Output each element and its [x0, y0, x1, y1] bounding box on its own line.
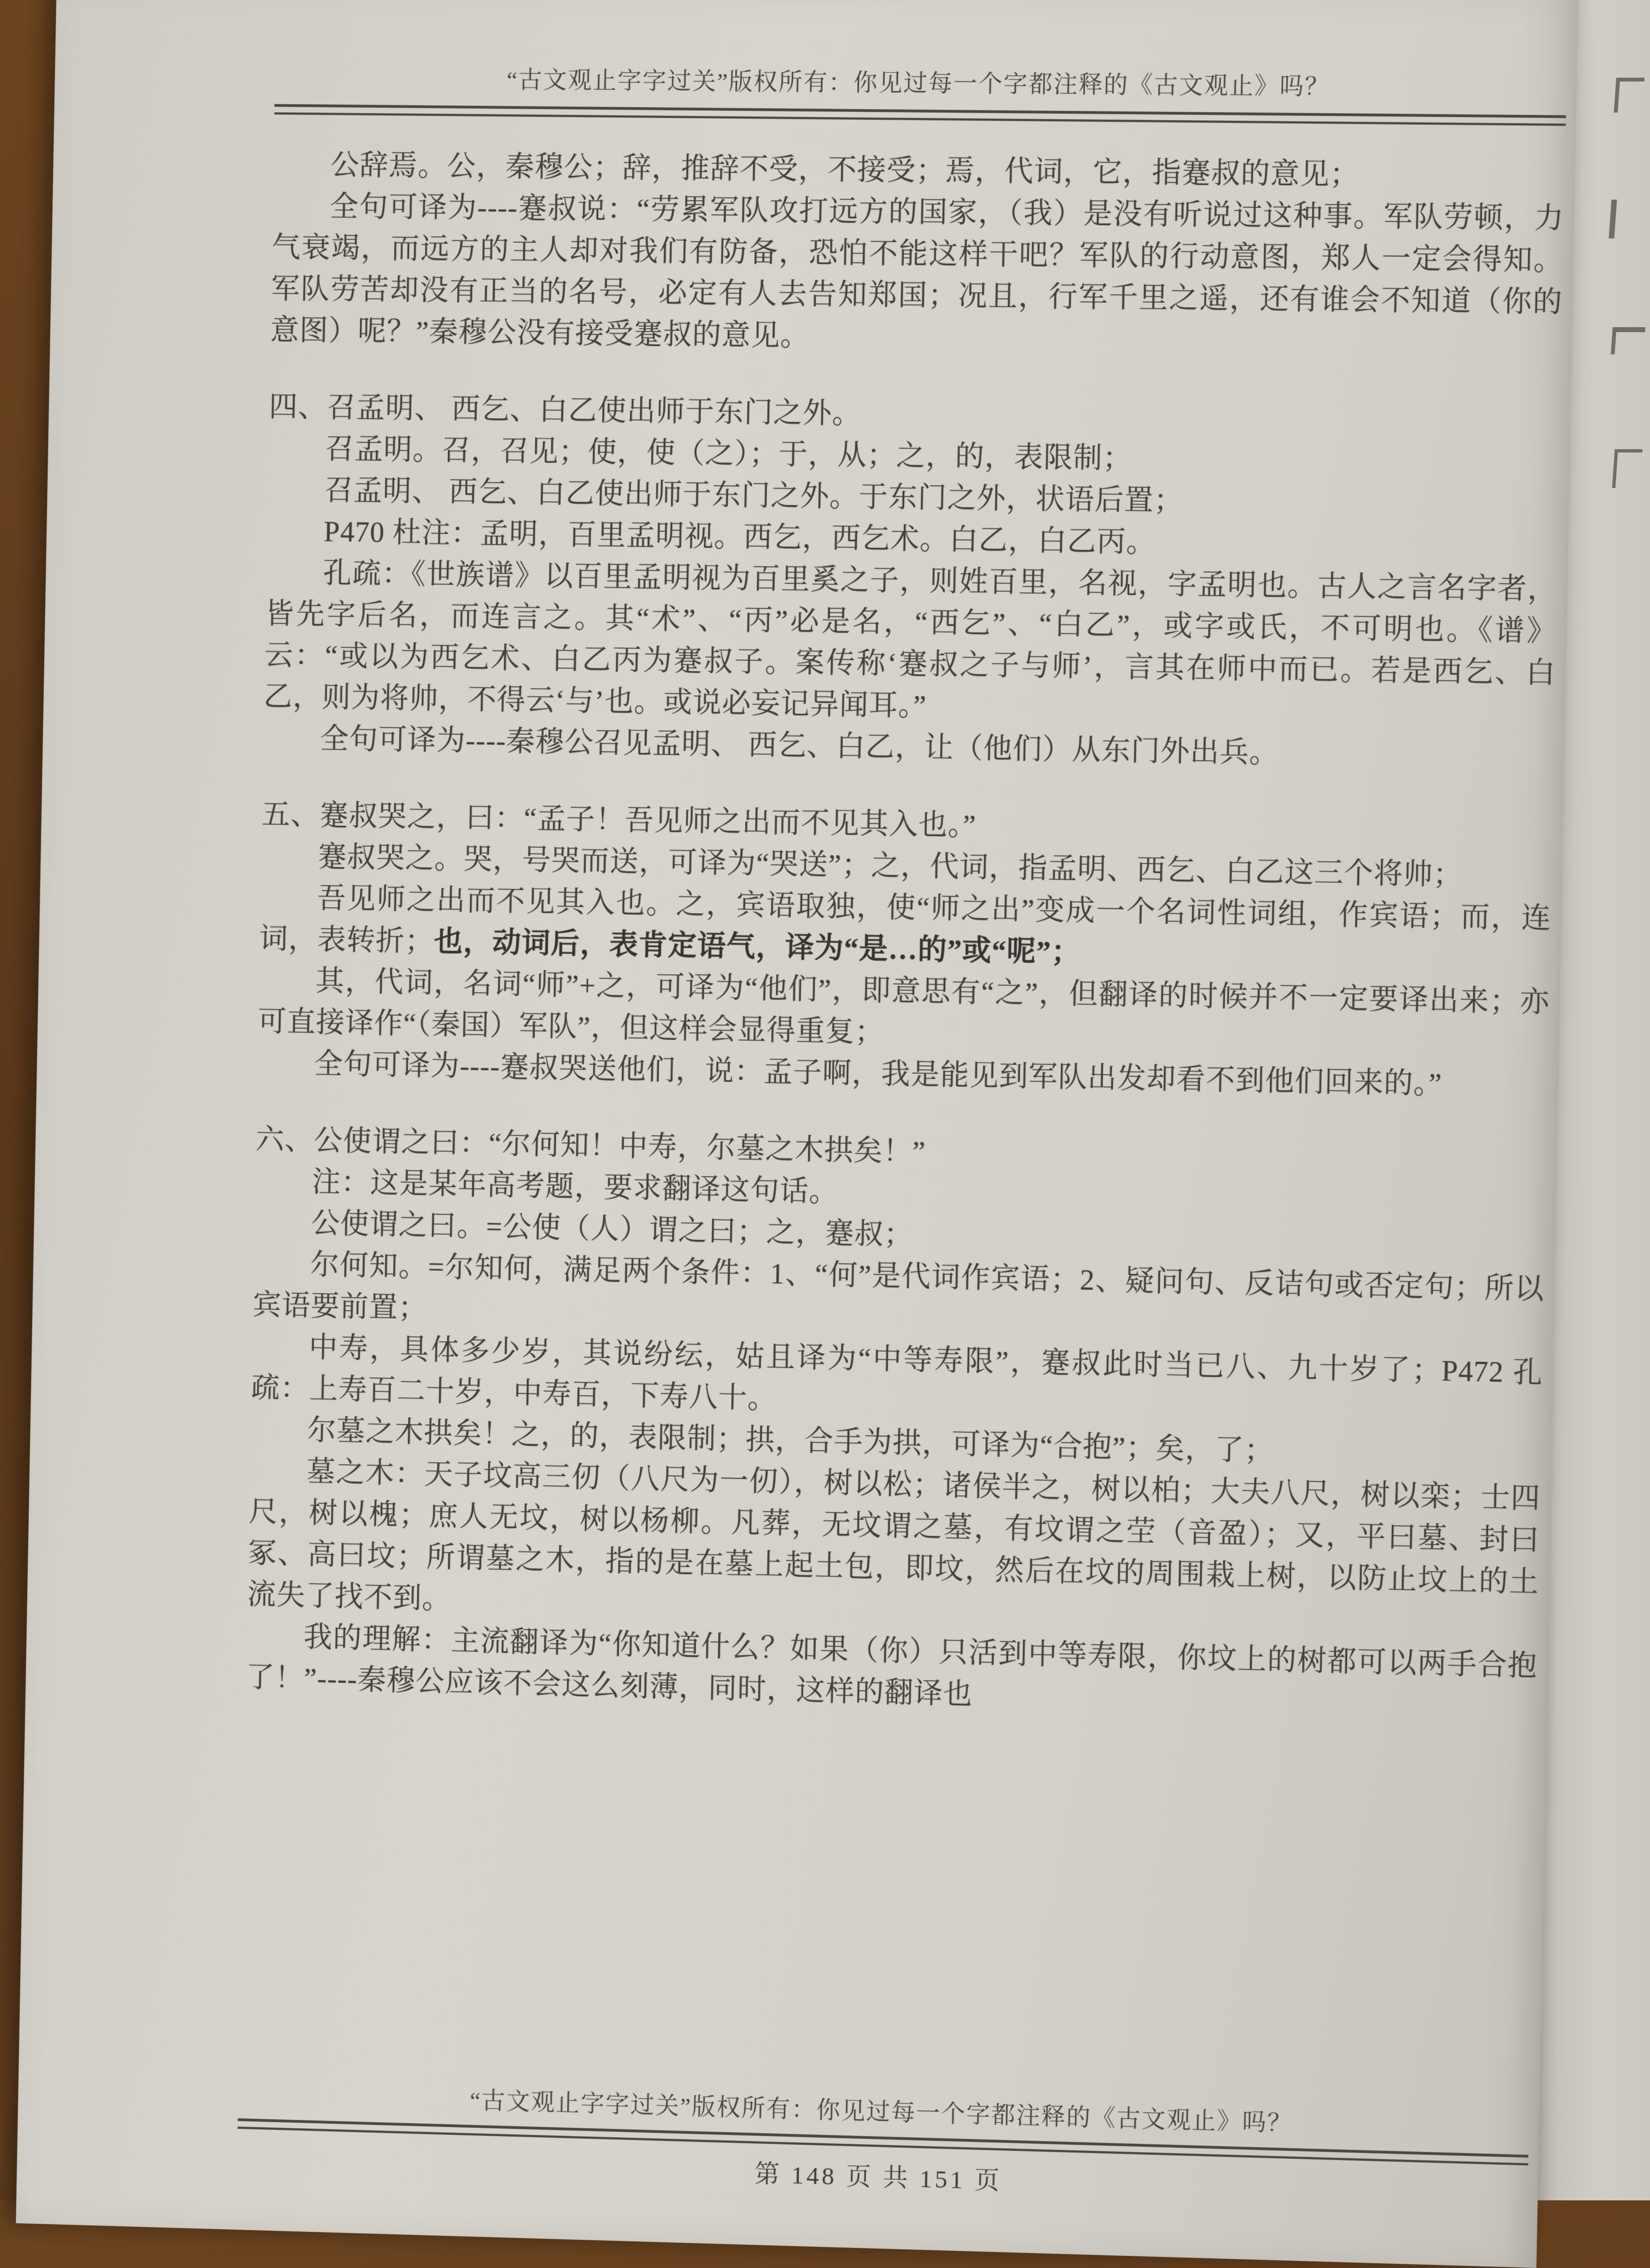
paragraph-text: 全句可译为----蹇叔哭送他们，说：孟子啊，我是能见到军队出发却看不到他们回来的。”: [313, 1048, 1443, 1101]
back-page-glyph-fragment: [1612, 327, 1644, 354]
back-page-glyph-fragment: [1613, 449, 1641, 488]
paragraph-text: 中寿，具体多少岁，其说纷纭，姑且译为“中等寿限”，蹇叔此时当已八、九十岁了；P472 孔疏：上寿百二十岁，中寿百，下寿八十。: [251, 1332, 1544, 1415]
paragraph-text: 尔何知。=尔知何，满足两个条件：1、“何”是代词作宾语；2、疑问句、反诘句或否定句；所以宾语要前置；: [252, 1249, 1545, 1325]
paragraph-text: 公使谓之曰。=公使（人）谓之曰；之，蹇叔；: [310, 1208, 914, 1252]
paragraph-text: P470 杜注：孟明，百里孟明视。西乞，西乞术。白乙，白乙丙。: [323, 516, 1157, 559]
paragraph-text: 召孟明。召，召见；使，使（之）；于，从；之，的，表限制；: [325, 433, 1133, 475]
header-copyright-text: “古文观止字字过关”版权所有：你见过每一个字都注释的《古文观止》吗？: [506, 67, 1331, 101]
footer-copyright-text: “古文观止字字过关”版权所有：你见过每一个字都注释的《古文观止》吗？: [469, 2088, 1293, 2137]
paragraph-text: 墓之木：天子坟高三仞（八尺为一仞），树以松；诸侯半之，树以柏；大夫八尺，树以栾；士四尺，树以槐；庶人无坟，树以杨柳。凡葬，无坟谓之墓，有坟谓之茔（音盈）；又，平曰墓、封曰冢、高曰坟；所谓墓之木，指的是在墓上起土包，即坟，然后在坟的周围栽上树，以防止坟上的土流失了找不到。: [247, 1456, 1541, 1615]
paragraph-text: 六、公使谓之曰：“尔何知！中寿，尔墓之木拱矣！”: [255, 1124, 926, 1168]
paragraph-text: 尔墓之木拱矣！之，的，表限制；拱，合手为拱，可译为“合抱”；矣，了；: [307, 1415, 1275, 1468]
paragraph-text: 吾见师之出而不见其入也。之，宾语取独，使“师之出”变成一个名词性词组，作宾语；而，连词，表转折；: [259, 883, 1552, 958]
page-number: 第 148 页 共 151 页: [754, 2160, 1003, 2195]
header-rule: [274, 104, 1566, 126]
back-page-glyph-fragment: [1610, 200, 1640, 238]
paragraph-bold-text: 也，动词后，表肯定语气，译为“是…的”或“呢”；: [434, 926, 1081, 969]
paragraph: [263, 552, 1557, 736]
page-header: [54, 0, 1579, 126]
paragraph-text: 我的理解：主流翻译为“你知道什么？如果（你）只活到中等寿限，你坟上的树都可以两手合抱了！”----秦穆公应该不会这么刻薄，同时，这样的翻译也: [245, 1621, 1538, 1711]
paragraph-text: 四、召孟明、 西乞、白乙使出师于东门之外。: [268, 391, 862, 430]
paragraph-text: 五、蹇叔哭之，曰：“孟子！吾见师之出而不见其入也。”: [261, 799, 977, 842]
paragraph-text: 全句可译为----秦穆公召见孟明、 西乞、白乙，让（他们）从东门外出兵。: [319, 723, 1280, 770]
back-page-glyph-fragment: [1615, 78, 1643, 113]
paragraph: [270, 186, 1565, 365]
paragraph: [247, 1450, 1541, 1646]
paragraph-text: 公辞焉。公，秦穆公；辞，推辞不受，不接受；焉，代词，它，指蹇叔的意见；: [330, 150, 1360, 191]
page-footer: [237, 2078, 1529, 2211]
page-body: [246, 144, 1565, 1729]
paragraph-text: 蹇叔哭之。哭，号哭而送，可译为“哭送”；之，代词，指孟明、西乞、白乙这三个将帅；: [317, 841, 1463, 892]
paragraph-text: 注：这是某年高考题，要求翻译这句话。: [312, 1166, 839, 1208]
paragraph-text: 孔疏：《世族谱》以百里孟明视为百里奚之子，则姓百里，名视，字孟明也。古人之言名字者，皆先字后名，而连言之。其“术”、“丙”必是名，“西乞”、“白乙”，或字或氏，不可明也。《谱》云：“或以为西乞术、白乙丙为蹇叔子。案传称‘蹇叔之子与师’，言其在师中而已。若是西乞、白乙，则为将帅，不得云‘与’也。或说必妄记异闻耳。”: [263, 557, 1558, 723]
paragraph-text: 其，代词，名词“师”+之，可译为“他们”，即意思有“之”，但翻译的时候并不一定要译出来；亦可直接译作“（秦国）军队”，但这样会显得重复；: [257, 965, 1550, 1049]
paragraph-text: 全句可译为----蹇叔说：“劳累军队攻打远方的国家，（我）是没有听说过这种事。军队劳顿，力气衰竭，而远方的主人却对我们有防备，恐怕不能这样干吧？军队的行动意图，郑人一定会得知。军队劳苦却没有正当的名号，必定有人去告知郑国；况且，行军千里之遥，还有谁会不知道（你的意图）呢？”秦穆公没有接受蹇叔的意见。: [270, 191, 1565, 353]
document-page: [16, 0, 1579, 2268]
paragraph-text: 召孟明、 西乞、白乙使出师于东门之外。于东门之外，状语后置；: [324, 475, 1184, 517]
